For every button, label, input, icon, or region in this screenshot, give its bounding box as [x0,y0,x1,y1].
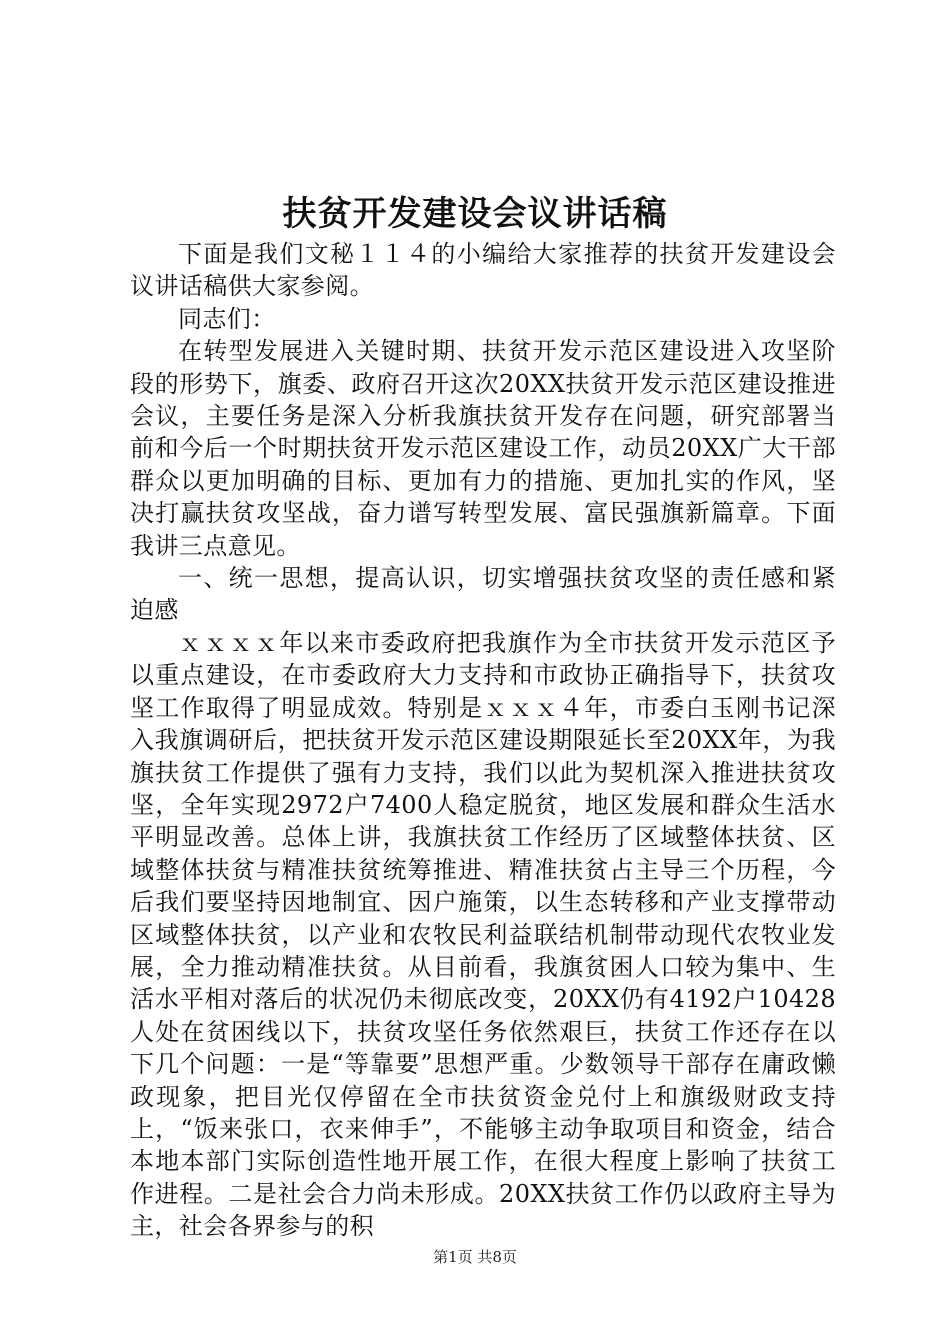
document-title: 扶贫开发建设会议讲话稿 [282,194,668,234]
page-footer: 第1页 共8页 [433,1248,517,1266]
body-paragraph: 在转型发展进入关键时期、扶贫开发示范区建设进入攻坚阶段的形势下，旗委、政府召开这次20XX扶贫开发示范区建设推进会议，主要任务是深入分析我旗扶贫开发存在问题，研究部署当前和今后一个时期扶贫开发示范区建设工作，动员20XX广大干部群众以更加明确的目标、更加有力的措施、更加扎实的作风，坚决打赢扶贫攻坚战，奋力谱写转型发展、富民强旗新篇章。下面我讲三点意见。 [130,337,836,560]
document-body [130,238,836,1243]
body-paragraph: ｘｘｘｘ年以来市委政府把我旗作为全市扶贫开发示范区予以重点建设，在市委政府大力支持和市政协正确指导下，扶贫攻坚工作取得了明显成效。特别是ｘｘｘ４年，市委白玉刚书记深入我旗调研后，把扶贫开发示范区建设期限延长至20XX年，为我旗扶贫工作提供了强有力支持，我们以此为契机深入推进扶贫攻坚，全年实现2972户7400人稳定脱贫，地区发展和群众生活水平明显改善。总体上讲，我旗扶贫工作经历了区域整体扶贫、区域整体扶贫与精准扶贫统筹推进、精准扶贫占主导三个历程，今后我们要坚持因地制宜、因户施策，以生态转移和产业支撑带动区域整体扶贫，以产业和农牧民利益联结机制带动现代农牧业发展，全力推动精准扶贫。从目前看，我旗贫困人口较为集中、生活水平相对落后的状况仍未彻底改变，20XX仍有4192户10428人处在贫困线以下，扶贫攻坚任务依然艰巨，扶贫工作还存在以下几个问题：一是“等靠要”思想严重。少数领导干部存在庸政懒政现象，把目光仅停留在全市扶贫资金兑付上和旗级财政支持上，“饭来张口，衣来伸手”，不能够主动争取项目和资金，结合本地本部门实际创造性地开展工作，在很大程度上影响了扶贫工作进程。二是社会合力尚未形成。20XX扶贫工作仍以政府主导为主，社会各界参与的积 [130,628,836,1241]
section-heading: 一、统一思想，提高认识，切实增强扶贫攻坚的责任感和紧迫感 [130,564,836,625]
intro-paragraph: 下面是我们文秘１１４的小编给大家推荐的扶贫开发建设会议讲话稿供大家参阅。 [130,240,836,301]
salutation: 同志们： [178,304,276,333]
